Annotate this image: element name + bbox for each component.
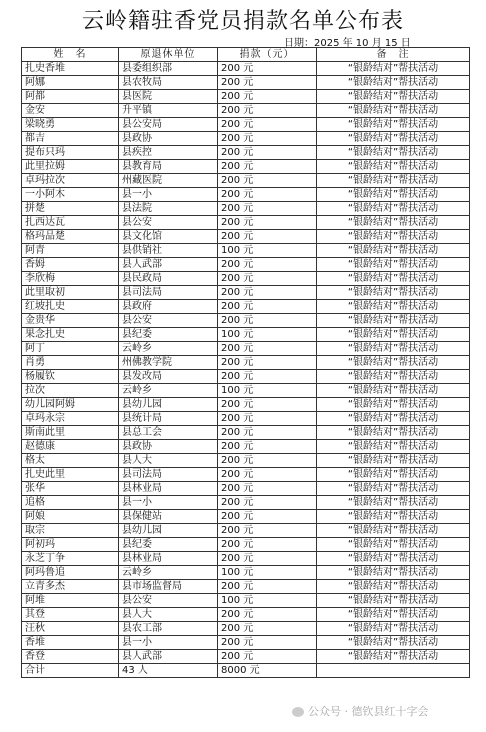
total-count: 43 人 [119, 664, 218, 678]
donor-name: 拉次 [22, 384, 119, 398]
donor-amount: 200 元 [218, 650, 317, 664]
table-row [22, 188, 470, 202]
donor-remark: “银龄结对”帮扶活动 [317, 454, 470, 468]
donor-name: 阿丁 [22, 342, 119, 356]
total-remark [317, 664, 470, 678]
donor-remark: “银龄结对”帮扶活动 [317, 342, 470, 356]
donor-name: 都吉 [22, 132, 119, 146]
col-header-name: 姓 名 [22, 48, 119, 62]
donor-remark: “银龄结对”帮扶活动 [317, 524, 470, 538]
donor-remark: “银龄结对”帮扶活动 [317, 244, 470, 258]
donor-unit: 县一小 [119, 188, 218, 202]
table-row [22, 314, 470, 328]
donor-amount: 200 元 [218, 482, 317, 496]
wechat-icon [292, 707, 304, 717]
donor-unit: 县市场监督局 [119, 580, 218, 594]
donor-amount: 200 元 [218, 62, 317, 76]
donor-unit: 县纪委 [119, 538, 218, 552]
table-row [22, 538, 470, 552]
donor-remark: “银龄结对”帮扶活动 [317, 608, 470, 622]
donor-name: 此里取初 [22, 286, 119, 300]
donor-unit: 县人武部 [119, 258, 218, 272]
donor-remark: “银龄结对”帮扶活动 [317, 160, 470, 174]
donor-unit: 县公安 [119, 216, 218, 230]
donor-unit: 州藏医院 [119, 174, 218, 188]
donor-remark: “银龄结对”帮扶活动 [317, 286, 470, 300]
donor-unit: 县公安局 [119, 118, 218, 132]
table-header-row [22, 48, 470, 62]
donor-name: 香堆 [22, 636, 119, 650]
table-row [22, 174, 470, 188]
donor-name: 红坡扎史 [22, 300, 119, 314]
donor-amount: 100 元 [218, 566, 317, 580]
donor-remark: “银龄结对”帮扶活动 [317, 440, 470, 454]
donor-name: 金安 [22, 104, 119, 118]
donor-name: 一小阿木 [22, 188, 119, 202]
donor-unit: 县司法局 [119, 468, 218, 482]
table-body [22, 62, 470, 664]
table-row [22, 594, 470, 608]
donor-unit: 县民政局 [119, 272, 218, 286]
donor-name: 扎史香堆 [22, 62, 119, 76]
donor-unit: 县总工会 [119, 426, 218, 440]
donor-unit: 县幼儿园 [119, 398, 218, 412]
donor-unit: 县人大 [119, 454, 218, 468]
watermark [292, 703, 429, 719]
donor-remark: “银龄结对”帮扶活动 [317, 76, 470, 90]
table-row [22, 286, 470, 300]
table-row [22, 258, 470, 272]
donor-remark: “银龄结对”帮扶活动 [317, 510, 470, 524]
donor-amount: 200 元 [218, 272, 317, 286]
donor-remark: “银龄结对”帮扶活动 [317, 384, 470, 398]
total-row [22, 664, 470, 678]
table-row [22, 160, 470, 174]
donor-amount: 200 元 [218, 146, 317, 160]
donor-name: 梁晓勇 [22, 118, 119, 132]
donor-name: 格太 [22, 454, 119, 468]
document-title: 云岭籍驻香党员捐款名单公布表 [81, 9, 404, 34]
donor-remark: “银龄结对”帮扶活动 [317, 580, 470, 594]
table-row [22, 566, 470, 580]
table-row [22, 552, 470, 566]
donor-amount: 100 元 [218, 244, 317, 258]
donor-remark: “银龄结对”帮扶活动 [317, 132, 470, 146]
donor-name: 李欣梅 [22, 272, 119, 286]
donor-name: 立青多杰 [22, 580, 119, 594]
donor-amount: 200 元 [218, 426, 317, 440]
donor-name: 果念扎史 [22, 328, 119, 342]
donor-unit: 升平镇 [119, 104, 218, 118]
donor-name: 斯南此里 [22, 426, 119, 440]
donor-amount: 200 元 [218, 552, 317, 566]
donor-remark: “银龄结对”帮扶活动 [317, 412, 470, 426]
table-row [22, 370, 470, 384]
donor-remark: “银龄结对”帮扶活动 [317, 426, 470, 440]
table-row [22, 468, 470, 482]
donor-name: 赵德康 [22, 440, 119, 454]
donor-name: 取宗 [22, 524, 119, 538]
donor-amount: 200 元 [218, 496, 317, 510]
donor-amount: 200 元 [218, 412, 317, 426]
donor-name: 追格 [22, 496, 119, 510]
date-label: 日期： [284, 38, 314, 49]
donor-name: 其登 [22, 608, 119, 622]
donor-unit: 县司法局 [119, 286, 218, 300]
table-row [22, 622, 470, 636]
donor-amount: 200 元 [218, 398, 317, 412]
donor-amount: 200 元 [218, 510, 317, 524]
total-label: 合计 [22, 664, 119, 678]
donor-remark: “银龄结对”帮扶活动 [317, 636, 470, 650]
donor-unit: 县政府 [119, 300, 218, 314]
donor-unit: 县统计局 [119, 412, 218, 426]
donor-name: 卓玛永宗 [22, 412, 119, 426]
donor-amount: 200 元 [218, 538, 317, 552]
donor-remark: “银龄结对”帮扶活动 [317, 650, 470, 664]
donor-unit: 州佛教学院 [119, 356, 218, 370]
date-value: 2025 年 10 月 15 日 [314, 38, 411, 49]
donor-amount: 200 元 [218, 440, 317, 454]
donor-unit: 县一小 [119, 636, 218, 650]
donor-unit: 县委组织部 [119, 62, 218, 76]
table-row [22, 342, 470, 356]
donor-unit: 县政协 [119, 440, 218, 454]
donor-amount: 100 元 [218, 594, 317, 608]
donor-unit: 县教育局 [119, 160, 218, 174]
donor-amount: 200 元 [218, 370, 317, 384]
donor-name: 扎西达瓦 [22, 216, 119, 230]
donor-name: 香登 [22, 650, 119, 664]
donor-unit: 县一小 [119, 496, 218, 510]
donor-name: 拼楚 [22, 202, 119, 216]
donor-amount: 200 元 [218, 216, 317, 230]
donor-unit: 云岭乡 [119, 384, 218, 398]
table-row [22, 426, 470, 440]
donor-amount: 200 元 [218, 580, 317, 594]
donor-name: 阿玛鲁追 [22, 566, 119, 580]
table-row [22, 496, 470, 510]
donor-remark: “银龄结对”帮扶活动 [317, 594, 470, 608]
donor-unit: 云岭乡 [119, 342, 218, 356]
donor-unit: 云岭乡 [119, 566, 218, 580]
table-row [22, 482, 470, 496]
donor-name: 肖勇 [22, 356, 119, 370]
donor-amount: 200 元 [218, 622, 317, 636]
table-row [22, 202, 470, 216]
donor-amount: 200 元 [218, 132, 317, 146]
donor-remark: “银龄结对”帮扶活动 [317, 622, 470, 636]
donor-name: 金贵华 [22, 314, 119, 328]
donor-name: 阿娘 [22, 510, 119, 524]
donor-name: 张华 [22, 482, 119, 496]
donor-amount: 200 元 [218, 160, 317, 174]
donor-remark: “银龄结对”帮扶活动 [317, 202, 470, 216]
donor-remark: “银龄结对”帮扶活动 [317, 566, 470, 580]
donor-remark: “银龄结对”帮扶活动 [317, 258, 470, 272]
donor-remark: “银龄结对”帮扶活动 [317, 398, 470, 412]
table-row [22, 132, 470, 146]
table-row [22, 510, 470, 524]
donor-unit: 县幼儿园 [119, 524, 218, 538]
donor-unit: 县农工部 [119, 622, 218, 636]
donor-amount: 200 元 [218, 202, 317, 216]
donor-name: 阿堆 [22, 594, 119, 608]
donor-unit: 县文化馆 [119, 230, 218, 244]
table-row [22, 440, 470, 454]
total-amount: 8000 元 [218, 664, 317, 678]
donor-name: 阿青 [22, 244, 119, 258]
donor-remark: “银龄结对”帮扶活动 [317, 314, 470, 328]
donor-unit: 县发改局 [119, 370, 218, 384]
donor-remark: “银龄结对”帮扶活动 [317, 216, 470, 230]
donor-remark: “银龄结对”帮扶活动 [317, 552, 470, 566]
donor-remark: “银龄结对”帮扶活动 [317, 482, 470, 496]
donor-name: 香姆 [22, 258, 119, 272]
donor-name: 永芝丁争 [22, 552, 119, 566]
donor-remark: “银龄结对”帮扶活动 [317, 370, 470, 384]
donor-unit: 县林业局 [119, 552, 218, 566]
donor-unit: 县供销社 [119, 244, 218, 258]
donor-remark: “银龄结对”帮扶活动 [317, 188, 470, 202]
donor-name: 汪秋 [22, 622, 119, 636]
table-row [22, 608, 470, 622]
donor-remark: “银龄结对”帮扶活动 [317, 146, 470, 160]
table-row [22, 398, 470, 412]
col-header-unit: 原退休单位 [119, 48, 218, 62]
table-row [22, 356, 470, 370]
donor-amount: 200 元 [218, 76, 317, 90]
donor-remark: “银龄结对”帮扶活动 [317, 104, 470, 118]
table-row [22, 146, 470, 160]
donor-name: 提布只玛 [22, 146, 119, 160]
table-row [22, 636, 470, 650]
donor-amount: 200 元 [218, 342, 317, 356]
table-row [22, 272, 470, 286]
donor-unit: 县人武部 [119, 650, 218, 664]
donor-remark: “银龄结对”帮扶活动 [317, 230, 470, 244]
table-row [22, 300, 470, 314]
table-row [22, 580, 470, 594]
table-row [22, 244, 470, 258]
donor-unit: 县农牧局 [119, 76, 218, 90]
donor-unit: 县政协 [119, 132, 218, 146]
donor-amount: 200 元 [218, 314, 317, 328]
donor-name: 阿初玛 [22, 538, 119, 552]
donor-amount: 200 元 [218, 468, 317, 482]
donor-unit: 县医院 [119, 90, 218, 104]
donor-amount: 200 元 [218, 608, 317, 622]
col-header-remark: 备 注 [317, 48, 470, 62]
donor-remark: “银龄结对”帮扶活动 [317, 62, 470, 76]
donor-amount: 200 元 [218, 118, 317, 132]
donor-amount: 200 元 [218, 286, 317, 300]
table-row [22, 118, 470, 132]
donor-remark: “银龄结对”帮扶活动 [317, 90, 470, 104]
donor-amount: 200 元 [218, 300, 317, 314]
donor-unit: 县疾控 [119, 146, 218, 160]
table-row [22, 216, 470, 230]
donor-amount: 200 元 [218, 230, 317, 244]
table-row [22, 454, 470, 468]
table-row [22, 328, 470, 342]
donor-name: 扎史此里 [22, 468, 119, 482]
donor-unit: 县保健站 [119, 510, 218, 524]
donor-amount: 200 元 [218, 104, 317, 118]
donor-amount: 200 元 [218, 188, 317, 202]
donor-amount: 100 元 [218, 384, 317, 398]
donor-amount: 200 元 [218, 454, 317, 468]
donor-unit: 县法院 [119, 202, 218, 216]
donor-remark: “银龄结对”帮扶活动 [317, 272, 470, 286]
table-row [22, 230, 470, 244]
donor-name: 格玛品楚 [22, 230, 119, 244]
donor-amount: 200 元 [218, 174, 317, 188]
table-row [22, 524, 470, 538]
donor-amount: 100 元 [218, 328, 317, 342]
donor-name: 阿都 [22, 90, 119, 104]
table-row [22, 90, 470, 104]
table-row [22, 412, 470, 426]
donor-remark: “银龄结对”帮扶活动 [317, 300, 470, 314]
donor-amount: 200 元 [218, 258, 317, 272]
donor-amount: 200 元 [218, 356, 317, 370]
table-row [22, 62, 470, 76]
donor-unit: 县纪委 [119, 328, 218, 342]
col-header-amount: 捐款（元） [218, 48, 317, 62]
donor-remark: “银龄结对”帮扶活动 [317, 496, 470, 510]
table-row [22, 650, 470, 664]
donation-table [21, 47, 470, 678]
donor-remark: “银龄结对”帮扶活动 [317, 328, 470, 342]
donor-remark: “银龄结对”帮扶活动 [317, 356, 470, 370]
donor-name: 阿娜 [22, 76, 119, 90]
donor-unit: 县公安 [119, 314, 218, 328]
table-row [22, 76, 470, 90]
donor-amount: 200 元 [218, 636, 317, 650]
table-row [22, 104, 470, 118]
donor-name: 幼儿园阿姆 [22, 398, 119, 412]
donor-unit: 县林业局 [119, 482, 218, 496]
donor-name: 卓玛拉次 [22, 174, 119, 188]
donor-remark: “银龄结对”帮扶活动 [317, 174, 470, 188]
donor-amount: 200 元 [218, 90, 317, 104]
donor-remark: “银龄结对”帮扶活动 [317, 468, 470, 482]
donor-remark: “银龄结对”帮扶活动 [317, 118, 470, 132]
donor-name: 杨履钦 [22, 370, 119, 384]
donor-remark: “银龄结对”帮扶活动 [317, 538, 470, 552]
donor-name: 此里拉姆 [22, 160, 119, 174]
watermark-text: 公众号 · 德钦县红十字会 [308, 705, 429, 718]
donor-amount: 200 元 [218, 524, 317, 538]
donor-unit: 县人大 [119, 608, 218, 622]
table-row [22, 384, 470, 398]
donor-unit: 县公安 [119, 594, 218, 608]
